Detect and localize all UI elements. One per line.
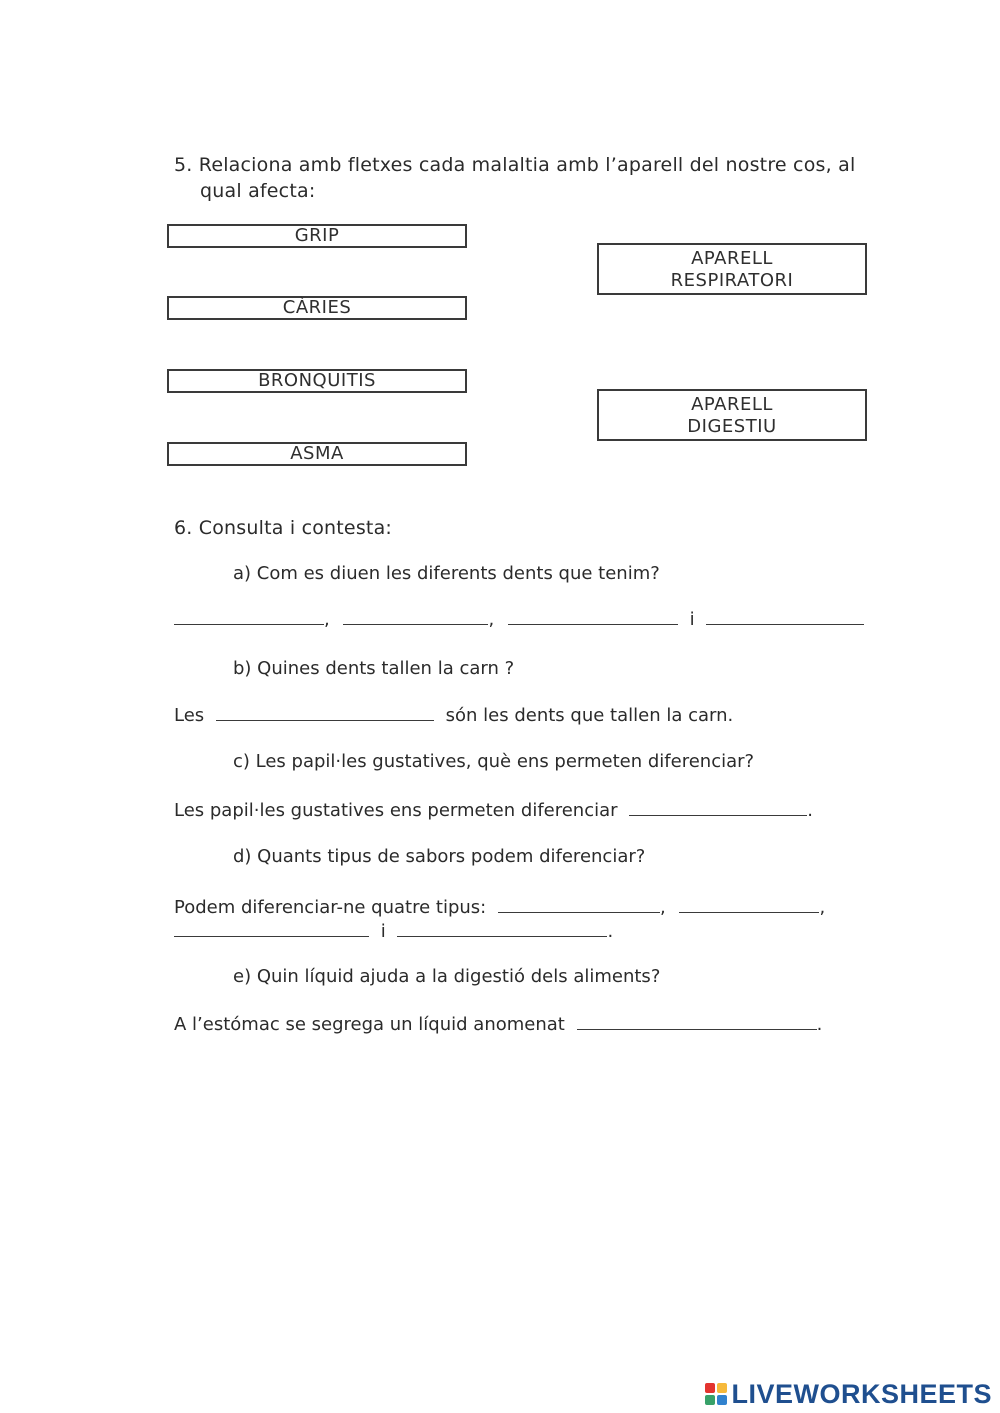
answer-blank[interactable] (397, 920, 607, 937)
disease-label: BRONQUITIS (258, 370, 376, 391)
answer-prefix: Les (174, 705, 205, 726)
disease-box-caries[interactable] (167, 296, 467, 320)
question-5-title (174, 152, 874, 204)
question-5-line1: 5. Relaciona amb fletxes cada malaltia amb l’aparell del nostre cos, al (174, 154, 856, 176)
answer-6d-row1 (174, 896, 825, 918)
answer-blank[interactable] (679, 896, 819, 913)
disease-label: CÀRIES (282, 297, 352, 318)
system-label-line1: APARELL (691, 394, 773, 415)
separator: i (380, 921, 386, 942)
disease-box-grip[interactable] (167, 224, 467, 248)
logo-mark-icon (705, 1383, 727, 1405)
question-6a: a) Com es diuen les diferents dents que tenim? (233, 563, 660, 584)
answer-6e-row (174, 1013, 822, 1035)
system-label-line1: APARELL (691, 248, 773, 269)
disease-box-asma[interactable] (167, 442, 467, 466)
answer-6a-row (174, 608, 864, 630)
answer-suffix: són les dents que tallen la carn. (445, 705, 734, 726)
disease-label: GRIP (294, 225, 340, 246)
answer-prefix: A l’estómac se segrega un líquid anomenat (174, 1014, 565, 1035)
answer-blank[interactable] (174, 608, 324, 625)
question-6c: c) Les papil·les gustatives, què ens permeten diferenciar? (233, 751, 755, 772)
answer-blank[interactable] (508, 608, 678, 625)
question-6e: e) Quin líquid ajuda a la digestió dels aliments? (233, 966, 661, 987)
answer-suffix: . (607, 921, 614, 942)
answer-blank[interactable] (216, 704, 434, 721)
answer-blank[interactable] (629, 799, 807, 816)
question-6d: d) Quants tipus de sabors podem diferenciar? (233, 846, 646, 867)
separator: , (324, 609, 330, 630)
answer-blank[interactable] (706, 608, 864, 625)
answer-prefix: Podem diferenciar-ne quatre tipus: (174, 897, 487, 918)
answer-blank[interactable] (174, 920, 369, 937)
answer-6b-row (174, 704, 733, 726)
question-5-line2: qual afecta: (200, 180, 316, 202)
disease-label: ASMA (290, 443, 344, 464)
separator: , (819, 897, 826, 918)
brand-text: LIVEWORKSHEETS (731, 1378, 992, 1409)
answer-6c-row (174, 799, 813, 821)
answer-suffix: . (807, 800, 814, 821)
answer-blank[interactable] (498, 896, 660, 913)
separator: i (689, 609, 695, 630)
separator: , (488, 609, 495, 630)
disease-box-bronquitis[interactable] (167, 369, 467, 393)
answer-blank[interactable] (343, 608, 488, 625)
question-6b: b) Quines dents tallen la carn ? (233, 658, 515, 679)
system-label-line2: RESPIRATORI (670, 270, 794, 291)
system-box-digestiu[interactable] (597, 389, 867, 441)
answer-blank[interactable] (577, 1013, 817, 1030)
question-6-title: 6. Consulta i contesta: (174, 517, 393, 539)
system-box-respiratori[interactable] (597, 243, 867, 295)
answer-prefix: Les papil·les gustatives ens permeten diferenciar (174, 800, 618, 821)
answer-6d-row2 (174, 920, 613, 942)
answer-suffix: . (816, 1014, 823, 1035)
liveworksheets-logo[interactable] (705, 1379, 992, 1409)
separator: , (659, 897, 666, 918)
system-label-line2: DIGESTIU (687, 416, 777, 437)
